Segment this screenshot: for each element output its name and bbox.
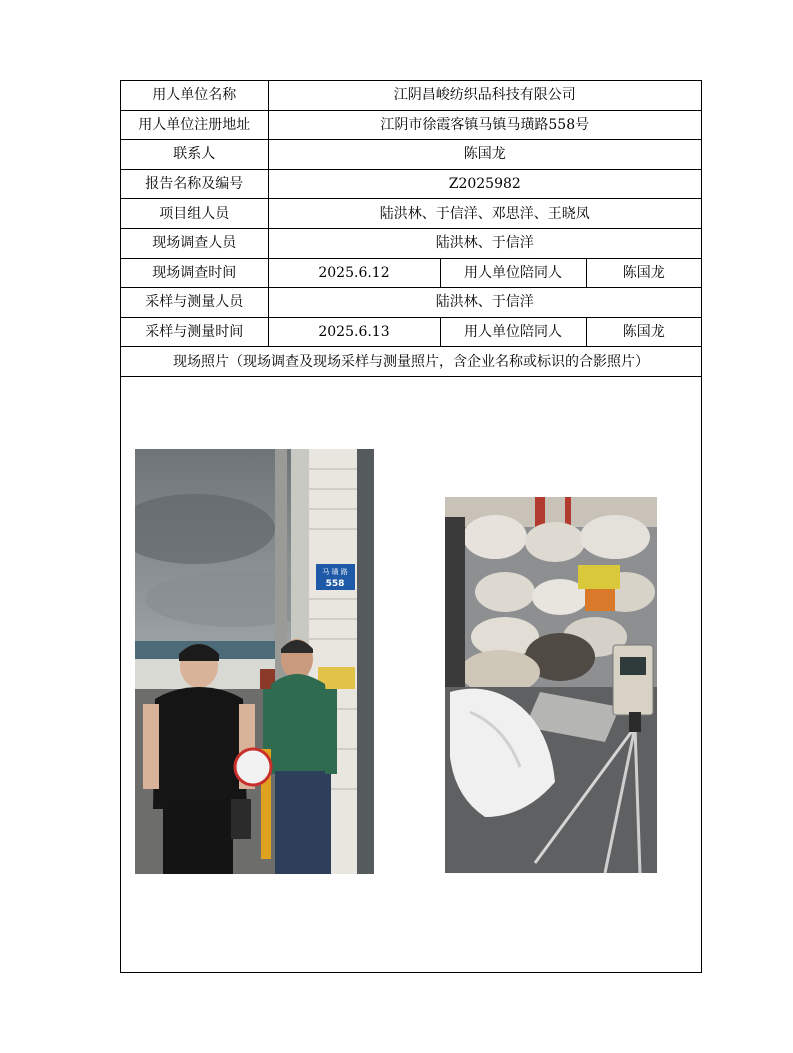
label-survey-time: 现场调查时间 <box>121 258 268 288</box>
report-form <box>120 80 702 973</box>
value-employer-name: 江阴昌峻纺织品科技有限公司 <box>268 81 701 110</box>
label-survey-staff: 现场调查人员 <box>121 228 268 258</box>
row-employer-name <box>121 81 701 110</box>
row-sampling-time <box>121 317 701 347</box>
photos-area <box>121 383 701 972</box>
row-contact <box>121 140 701 170</box>
value-sampling-time: 2025.6.13 <box>268 317 440 347</box>
label-sampling-accompany: 用人单位陪同人 <box>440 317 586 347</box>
value-employer-address: 江阴市徐霞客镇马镇马璜路558号 <box>268 110 701 140</box>
value-sampling-accompany: 陈国龙 <box>586 317 701 347</box>
site-photo-sampling <box>445 497 657 873</box>
road-sign-number: 558 <box>325 579 345 589</box>
label-team: 项目组人员 <box>121 199 268 229</box>
label-report: 报告名称及编号 <box>121 169 268 199</box>
row-employer-address <box>121 110 701 140</box>
road-sign-name: 马 璜 路 <box>322 568 348 576</box>
row-team <box>121 199 701 229</box>
label-sampling-staff: 采样与测量人员 <box>121 288 268 318</box>
row-survey-staff <box>121 228 701 258</box>
value-team: 陆洪林、于信洋、邓思洋、王晓凤 <box>268 199 701 229</box>
label-employer-name: 用人单位名称 <box>121 81 268 110</box>
label-sampling-time: 采样与测量时间 <box>121 317 268 347</box>
label-survey-accompany: 用人单位陪同人 <box>440 258 586 288</box>
label-employer-address: 用人单位注册地址 <box>121 110 268 140</box>
label-contact: 联系人 <box>121 140 268 170</box>
row-report <box>121 169 701 199</box>
site-photo-group <box>135 449 374 874</box>
value-sampling-staff: 陆洪林、于信洋 <box>268 288 701 318</box>
row-survey-time <box>121 258 701 288</box>
info-table <box>121 81 701 377</box>
row-sampling-staff <box>121 288 701 318</box>
value-survey-accompany: 陈国龙 <box>586 258 701 288</box>
value-survey-time: 2025.6.12 <box>268 258 440 288</box>
value-survey-staff: 陆洪林、于信洋 <box>268 228 701 258</box>
row-photos-title <box>121 347 701 377</box>
photos-title: 现场照片（现场调查及现场采样与测量照片，含企业名称或标识的合影照片） <box>121 347 701 377</box>
value-report: Z2025982 <box>268 169 701 199</box>
value-contact: 陈国龙 <box>268 140 701 170</box>
